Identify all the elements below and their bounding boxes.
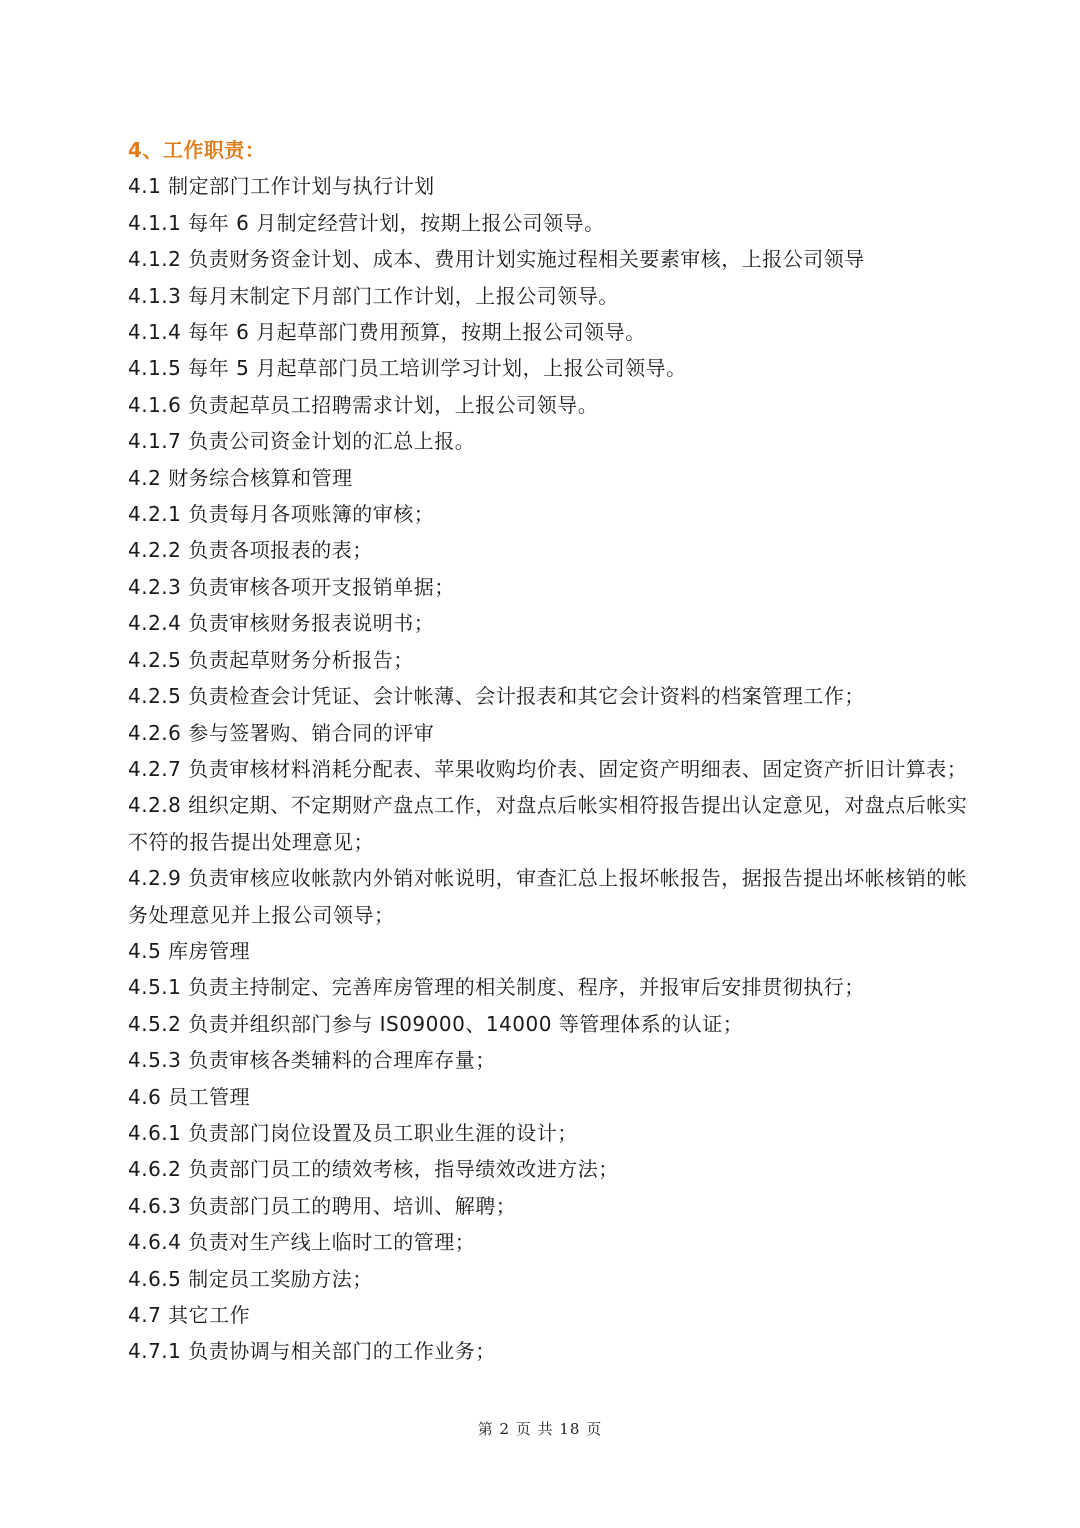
text-line: 4.2.1 负责每月各项账簿的审核； bbox=[128, 502, 435, 527]
text-line: 4.1 制定部门工作计划与执行计划 bbox=[128, 174, 435, 199]
text-line: 4.2.9 负责审核应收帐款内外销对帐说明，审查汇总上报坏帐报告，据报告提出坏帐核销的帐务处理意见并上报公司领导； bbox=[128, 866, 968, 927]
document-body bbox=[128, 132, 980, 1370]
text-line: 4.2.4 负责审核财务报表说明书； bbox=[128, 611, 435, 636]
text-line: 4.2.6 参与签署购、销合同的评审 bbox=[128, 720, 435, 745]
text-line: 4.1.4 每年 6 月起草部门费用预算，按期上报公司领导。 bbox=[128, 320, 646, 345]
text-line: 4.1.6 负责起草员工招聘需求计划，上报公司领导。 bbox=[128, 392, 599, 417]
text-line: 4.2.2 负责各项报表的表； bbox=[128, 538, 373, 563]
text-line: 4.2 财务综合核算和管理 bbox=[128, 465, 353, 490]
text-line: 4.5.1 负责主持制定、完善库房管理的相关制度、程序，并报审后安排贯彻执行； bbox=[128, 975, 865, 1000]
text-line: 4.2.5 负责起草财务分析报告； bbox=[128, 647, 414, 672]
text-line: 4.6.5 制定员工奖励方法； bbox=[128, 1266, 373, 1291]
page-number-footer: 第 2 页 共 18 页 bbox=[477, 1420, 603, 1438]
text-line: 4.2.7 负责审核材料消耗分配表、苹果收购均价表、固定资产明细表、固定资产折旧计算表； bbox=[128, 756, 968, 781]
text-line: 4.6 员工管理 bbox=[128, 1084, 251, 1109]
text-line: 4.6.3 负责部门员工的聘用、培训、解聘； bbox=[128, 1193, 517, 1218]
text-line: 4.7 其它工作 bbox=[128, 1303, 251, 1327]
text-line: 4.2.3 负责审核各项开支报销单据； bbox=[128, 574, 455, 599]
text-line: 4.6.4 负责对生产线上临时工的管理； bbox=[128, 1230, 476, 1255]
text-line: 4.2.5 负责检查会计凭证、会计帐薄、会计报表和其它会计资料的档案管理工作； bbox=[128, 684, 865, 709]
text-line: 4.5 库房管理 bbox=[128, 938, 251, 963]
text-line: 4.1.2 负责财务资金计划、成本、费用计划实施过程相关要素审核，上报公司领导 bbox=[128, 247, 865, 272]
text-line: 4.1.5 每年 5 月起草部门员工培训学习计划，上报公司领导。 bbox=[128, 356, 687, 381]
text-line: 4.5.2 负责并组织部门参与 IS09000、14000 等管理体系的认证； bbox=[128, 1011, 744, 1036]
text-line: 4.5.3 负责审核各类辅料的合理库存量； bbox=[128, 1048, 496, 1073]
text-line: 4.6.2 负责部门员工的绩效考核，指导绩效改进方法； bbox=[128, 1157, 619, 1182]
text-line: 4.1.3 每月末制定下月部门工作计划，上报公司领导。 bbox=[128, 283, 619, 308]
text-line: 4.2.8 组织定期、不定期财产盘点工作，对盘点后帐实相符报告提出认定意见，对盘点后帐实不符的报告提出处理意见； bbox=[128, 793, 968, 854]
section-heading: 4、工作职责： bbox=[128, 138, 266, 162]
text-line: 4.1.1 每年 6 月制定经营计划，按期上报公司领导。 bbox=[128, 210, 605, 235]
text-line: 4.7.1 负责协调与相关部门的工作业务； bbox=[128, 1339, 496, 1364]
text-line: 4.6.1 负责部门岗位设置及员工职业生涯的设计； bbox=[128, 1120, 578, 1145]
text-line: 4.1.7 负责公司资金计划的汇总上报。 bbox=[128, 429, 476, 454]
